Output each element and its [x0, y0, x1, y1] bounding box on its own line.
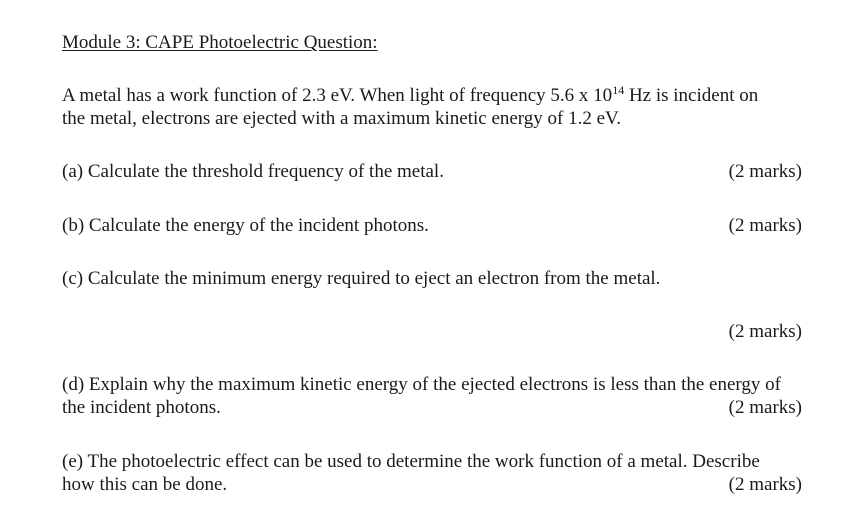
- question-e-marks: (2 marks): [728, 474, 802, 495]
- intro-line-2: the metal, electrons are ejected with a maximum kinetic energy of 1.2 eV.: [62, 108, 622, 129]
- question-c-text: (c) Calculate the minimum energy required to eject an electron from the metal.: [62, 268, 661, 289]
- question-d-line-1: (d) Explain why the maximum kinetic energy of the ejected electrons is less than the energy of: [62, 374, 781, 395]
- question-a-text: (a) Calculate the threshold frequency of the metal.: [62, 161, 444, 182]
- intro-text-end: Hz is incident on: [624, 85, 759, 106]
- frequency-exponent: 14: [612, 83, 625, 97]
- page-title: Module 3: CAPE Photoelectric Question:: [62, 32, 378, 53]
- question-d-line-2: the incident photons.: [62, 397, 221, 418]
- question-e-line-2: how this can be done.: [62, 474, 228, 495]
- question-b-text: (b) Calculate the energy of the incident photons.: [62, 215, 429, 236]
- question-b-marks: (2 marks): [728, 215, 802, 236]
- intro-text-start: A metal has a work function of 2.3 eV. When light of frequency 5.6 x 10: [62, 85, 613, 106]
- question-a-marks: (2 marks): [728, 161, 802, 182]
- question-c-marks: (2 marks): [728, 321, 802, 342]
- intro-line-1: [62, 84, 758, 107]
- question-e-line-1: (e) The photoelectric effect can be used to determine the work function of a metal. Describe: [62, 451, 760, 472]
- question-d-marks: (2 marks): [728, 397, 802, 418]
